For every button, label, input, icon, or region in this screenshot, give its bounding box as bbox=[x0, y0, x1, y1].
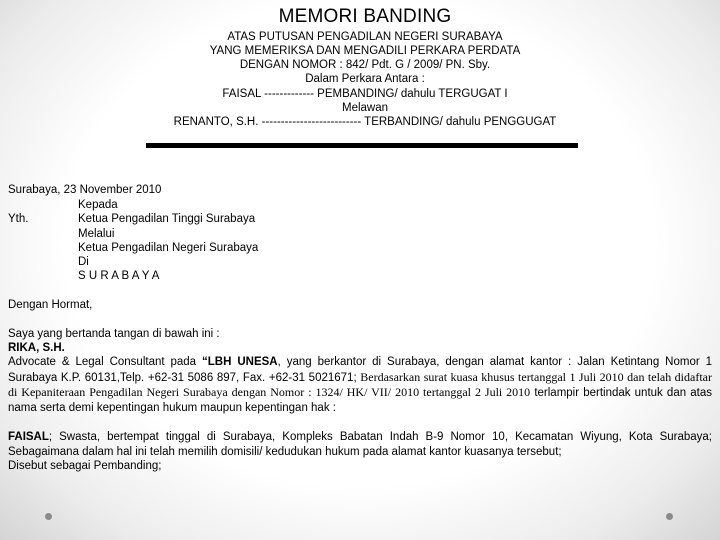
decorative-dot-right bbox=[666, 513, 673, 520]
party-designation: Disebut sebagai Pembanding; bbox=[8, 460, 162, 472]
power-of-attorney-text: Berdasarkan surat kuasa khusus tertanggal 1 Juli 2010 dan telah didaftar di Kepaniteraan Pengadilan Negeri Surabaya dengan Nomor : 1324/ HK/ VII/ 2010 tertanggal 2 Juli 2010 bbox=[8, 369, 712, 399]
header-line-6: Melawan bbox=[341, 102, 389, 114]
addressee-line-5: S U R A B A Y A bbox=[78, 270, 160, 282]
advocate-prefix: Advocate & Legal Consultant pada bbox=[8, 356, 203, 368]
firm-name: “LBH UNESA bbox=[202, 356, 278, 368]
place-date: Surabaya, 23 November 2010 bbox=[8, 184, 162, 196]
party-paragraph bbox=[8, 430, 712, 474]
header-line-3: DENGAN NOMOR : 842/ Pdt. G / 2009/ PN. Sby. bbox=[239, 59, 491, 71]
header-line-4: Dalam Perkara Antara : bbox=[305, 73, 425, 85]
advocate-address: , yang berkantor di Surabaya, dengan alamat kantor : Jalan Ketintang Nomor 1 Surabaya K.P. 60131,Telp. +62-31 5086 897, Fax. +62-31 5021671; bbox=[8, 356, 713, 384]
addressee-line-3: Ketua Pengadilan Negeri Surabaya bbox=[78, 242, 259, 254]
header-line-5: FAISAL ------------- PEMBANDING/ dahulu TERGUGAT I bbox=[222, 88, 508, 100]
separator-rule bbox=[146, 143, 578, 148]
header-line-1: ATAS PUTUSAN PENGADILAN NEGERI SURABAYA bbox=[227, 31, 503, 43]
yth-label: Yth. bbox=[8, 213, 29, 225]
addressee-line-4: Di bbox=[78, 256, 89, 268]
party-details: ; Swasta, bertempat tinggal di Surabaya, Kompleks Babatan Indah B-9 Nomor 10, Kecamatan Wiyung, Kota Surabaya; Sebagaimana dalam hal ini telah memilih domisili/ kedudukan hukum pada alamat kantor kuasanya tersebut; bbox=[8, 431, 712, 458]
addressee-line-2: Melalui bbox=[78, 228, 115, 240]
advocate-paragraph bbox=[8, 355, 712, 415]
header-line-7: RENANTO, S.H. -------------------------- TERBANDING/ dahulu PENGGUGAT bbox=[173, 116, 557, 128]
advocate-tail: terlampir bertindak untuk dan atas nama serta demi kepentingan hukum maupun kepentingan hak : bbox=[8, 387, 712, 414]
signer-name: RIKA, S.H. bbox=[8, 342, 65, 354]
kepada-label: Kepada bbox=[78, 199, 118, 211]
greeting: Dengan Hormat, bbox=[8, 299, 93, 311]
decorative-dot-left bbox=[45, 513, 52, 520]
header-line-2: YANG MEMERIKSA DAN MENGADILI PERKARA PERDATA bbox=[209, 45, 521, 57]
document-title: MEMORI BANDING bbox=[278, 6, 452, 27]
intro-line: Saya yang bertanda tangan di bawah ini : bbox=[8, 328, 220, 340]
addressee-line-1: Ketua Pengadilan Tinggi Surabaya bbox=[78, 213, 256, 225]
party-name: FAISAL bbox=[8, 431, 49, 443]
